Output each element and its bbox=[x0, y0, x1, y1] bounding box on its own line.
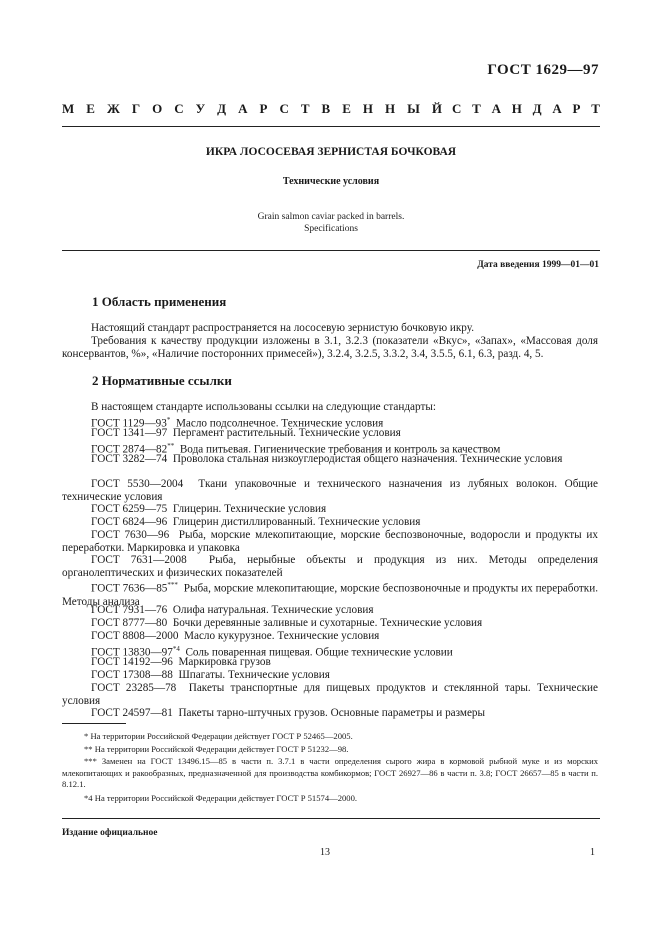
reference-code: ГОСТ 14192—96 bbox=[91, 656, 173, 668]
reference-title: Маркировка грузов bbox=[172, 656, 271, 668]
footnote-text: На территории Российской Федерации действует ГОСТ Р 51574—2000. bbox=[92, 793, 358, 803]
footnote-mark: ** bbox=[84, 744, 93, 754]
document-title: ИКРА ЛОСОСЕВАЯ ЗЕРНИСТАЯ БОЧКОВАЯ bbox=[205, 146, 457, 158]
reference-title: Пакеты тарно-штучных грузов. Основные параметры и размеры bbox=[172, 707, 486, 719]
banner-letter: О bbox=[152, 101, 163, 116]
banner-letter: М bbox=[62, 101, 75, 116]
reference-title: Рыба, морские млекопитающие, морские беспозвоночные, водоросли и продукты их переработки. Маркировка и упаковка bbox=[62, 529, 598, 554]
english-title: Grain salmon caviar packed in barrels. bbox=[257, 212, 405, 222]
banner-letter: С bbox=[279, 101, 289, 116]
reference-code: ГОСТ 17308—88 bbox=[91, 669, 173, 681]
banner-letter: Н bbox=[362, 101, 373, 116]
standard-banner bbox=[62, 101, 600, 117]
reference-item bbox=[62, 516, 598, 529]
banner-letter: Ж bbox=[106, 101, 120, 116]
header-rule bbox=[62, 126, 600, 127]
reference-item bbox=[62, 478, 598, 504]
banner-letter: Ы bbox=[407, 101, 420, 116]
footnote-mark: * bbox=[166, 416, 171, 424]
footnote-rule bbox=[62, 723, 126, 724]
reference-item bbox=[62, 554, 598, 580]
section-1-para-2: Требования к качеству продукции изложены в 3.1, 3.2.3 (показатели «Вкус», «Запах», «Массовая доля консервантов, %», «Наличие посторонних примесей»), 3.2.4, 3.2.5, 3.3.2, 3.4, 3.5.5, 6.1, 6.3, разд. 4, 5. bbox=[62, 335, 598, 360]
reference-code: ГОСТ 1341—97 bbox=[91, 427, 168, 439]
reference-code: ГОСТ 6259—75 bbox=[91, 503, 168, 515]
banner-letter: С bbox=[174, 101, 184, 116]
introduction-date: Дата введения 1999—01—01 bbox=[477, 260, 599, 270]
footnote-text: На территории Российской Федерации действует ГОСТ Р 51232—98. bbox=[92, 744, 349, 754]
edition-label: Издание официальное bbox=[62, 828, 158, 838]
footer-rule bbox=[62, 818, 600, 819]
banner-letter: Н bbox=[511, 101, 522, 116]
reference-item bbox=[62, 453, 598, 466]
reference-code: ГОСТ 23285—78 bbox=[91, 682, 177, 694]
reference-title: Проволока стальная низкоуглеродистая общего назначения. Технические условия bbox=[167, 453, 563, 465]
banner-word-standard bbox=[452, 101, 600, 117]
reference-title: Шпагаты. Технические условия bbox=[172, 669, 330, 681]
reference-title: Масло подсолнечное. Технические условия bbox=[170, 417, 384, 430]
section-2-intro: В настоящем стандарте использованы ссылки на следующие стандарты: bbox=[91, 401, 436, 413]
banner-letter: Н bbox=[384, 101, 396, 116]
footnote-item bbox=[62, 756, 598, 791]
banner-letter: В bbox=[321, 101, 331, 116]
reference-item bbox=[62, 682, 598, 708]
banner-letter: Й bbox=[431, 101, 442, 116]
reference-item bbox=[62, 427, 598, 440]
page-number: 13 bbox=[320, 847, 330, 858]
reference-title: Масло кукурузное. Технические условия bbox=[178, 630, 380, 642]
banner-letter: Р bbox=[259, 101, 268, 116]
reference-title: Рыба, нерыбные объекты и продукция из них. Методы определения органолептических и физических показателей bbox=[62, 554, 599, 579]
reference-code: ГОСТ 1129—93 bbox=[91, 417, 167, 430]
reference-code: ГОСТ 13830—97 bbox=[91, 646, 173, 659]
banner-letter: Р bbox=[572, 101, 581, 116]
reference-title: Олифа натуральная. Технические условия bbox=[167, 604, 374, 616]
banner-letter: Т bbox=[591, 101, 600, 116]
banner-letter: Е bbox=[342, 101, 351, 116]
reference-code: ГОСТ 8777—80 bbox=[91, 617, 168, 629]
footnote-mark: *4 bbox=[172, 645, 180, 653]
banner-letter: Т bbox=[472, 101, 481, 116]
reference-title: Пакеты транспортные для пищевых продуктов и стеклянной тары. Технические условия bbox=[62, 682, 598, 707]
reference-item bbox=[62, 669, 598, 682]
banner-letter: А bbox=[552, 101, 562, 116]
section-1-para-1: Настоящий стандарт распространяется на лососевую зернистую бочковую икру. bbox=[91, 322, 474, 334]
footnote-mark: *4 bbox=[84, 793, 93, 803]
footnote-text: Заменен на ГОСТ 13496.15—85 в части п. 3.7.1 в части определения сырого жира в кормовой рыбной муке и из морских млекопитающих и ракообразных, предназначенной для производства комбикормов; ГОСТ 26927—86 в части п. 3.8; ГОСТ 26657—85 в части п. 8.12.1. bbox=[62, 756, 598, 789]
footnote-mark: ** bbox=[167, 442, 175, 450]
banner-letter: Д bbox=[532, 101, 542, 116]
banner-letter: Т bbox=[300, 101, 310, 116]
reference-code: ГОСТ 7636—85 bbox=[91, 582, 168, 595]
reference-code: ГОСТ 6824—96 bbox=[91, 516, 168, 528]
banner-letter: Г bbox=[131, 101, 141, 116]
gost-code: ГОСТ 1629—97 bbox=[487, 62, 599, 78]
footnote-text: На территории Российской Федерации действует ГОСТ Р 52465—2005. bbox=[88, 731, 353, 741]
reference-title: Вода питьевая. Гигиенические требования и контроль за качеством bbox=[174, 443, 501, 456]
footnote-item bbox=[62, 744, 598, 756]
footnote-mark: *** bbox=[167, 581, 178, 589]
section-1-heading: 1 Область применения bbox=[92, 294, 227, 309]
reference-code: ГОСТ 7630—96 bbox=[91, 529, 170, 541]
reference-item bbox=[62, 617, 598, 630]
banner-letter: У bbox=[195, 101, 206, 116]
reference-title: Пергамент растительный. Технические условия bbox=[167, 427, 401, 439]
reference-title: Глицерин дистиллированный. Технические условия bbox=[167, 516, 421, 528]
reference-item bbox=[62, 707, 598, 720]
banner-letter: Е bbox=[86, 101, 95, 116]
footnote-item bbox=[62, 731, 598, 743]
english-subtitle: Specifications bbox=[304, 224, 358, 234]
footnote-item bbox=[62, 793, 598, 805]
reference-item bbox=[62, 630, 598, 643]
date-rule bbox=[62, 250, 600, 251]
reference-code: ГОСТ 7931—76 bbox=[91, 604, 168, 616]
reference-item bbox=[62, 604, 598, 617]
footnote-mark: *** bbox=[84, 756, 97, 766]
reference-code: ГОСТ 8808—2000 bbox=[91, 630, 179, 642]
banner-letter: С bbox=[452, 101, 462, 116]
section-2-heading: 2 Нормативные ссылки bbox=[92, 373, 232, 388]
reference-title: Глицерин. Технические условия bbox=[167, 503, 327, 515]
reference-code: ГОСТ 5530—2004 bbox=[91, 478, 184, 490]
sheet-number: 1 bbox=[590, 847, 595, 858]
reference-item bbox=[62, 656, 598, 669]
banner-letter: А bbox=[491, 101, 501, 116]
reference-code: ГОСТ 7631—2008 bbox=[91, 554, 187, 566]
banner-word-interstate bbox=[62, 101, 442, 117]
banner-letter: Д bbox=[217, 101, 227, 116]
reference-code: ГОСТ 3282—74 bbox=[91, 453, 168, 465]
reference-item bbox=[62, 503, 598, 516]
reference-title: Бочки деревянные заливные и сухотарные. Технические условия bbox=[167, 617, 483, 629]
reference-item bbox=[62, 529, 598, 555]
reference-code: ГОСТ 24597—81 bbox=[91, 707, 173, 719]
reference-title: Ткани упаковочные и технического назначения из лубяных волокон. Общие технические условия bbox=[62, 478, 598, 503]
document-subtitle: Технические условия bbox=[282, 176, 380, 187]
reference-code: ГОСТ 2874—82 bbox=[91, 443, 168, 456]
footnote-mark: * bbox=[84, 731, 89, 741]
reference-title: Соль поваренная пищевая. Общие технические условии bbox=[179, 646, 453, 659]
reference-title: Рыба, морские млекопитающие, морские беспозвоночные и продукты их переработки. Методы анализа bbox=[62, 582, 599, 608]
banner-letter: А bbox=[238, 101, 248, 116]
